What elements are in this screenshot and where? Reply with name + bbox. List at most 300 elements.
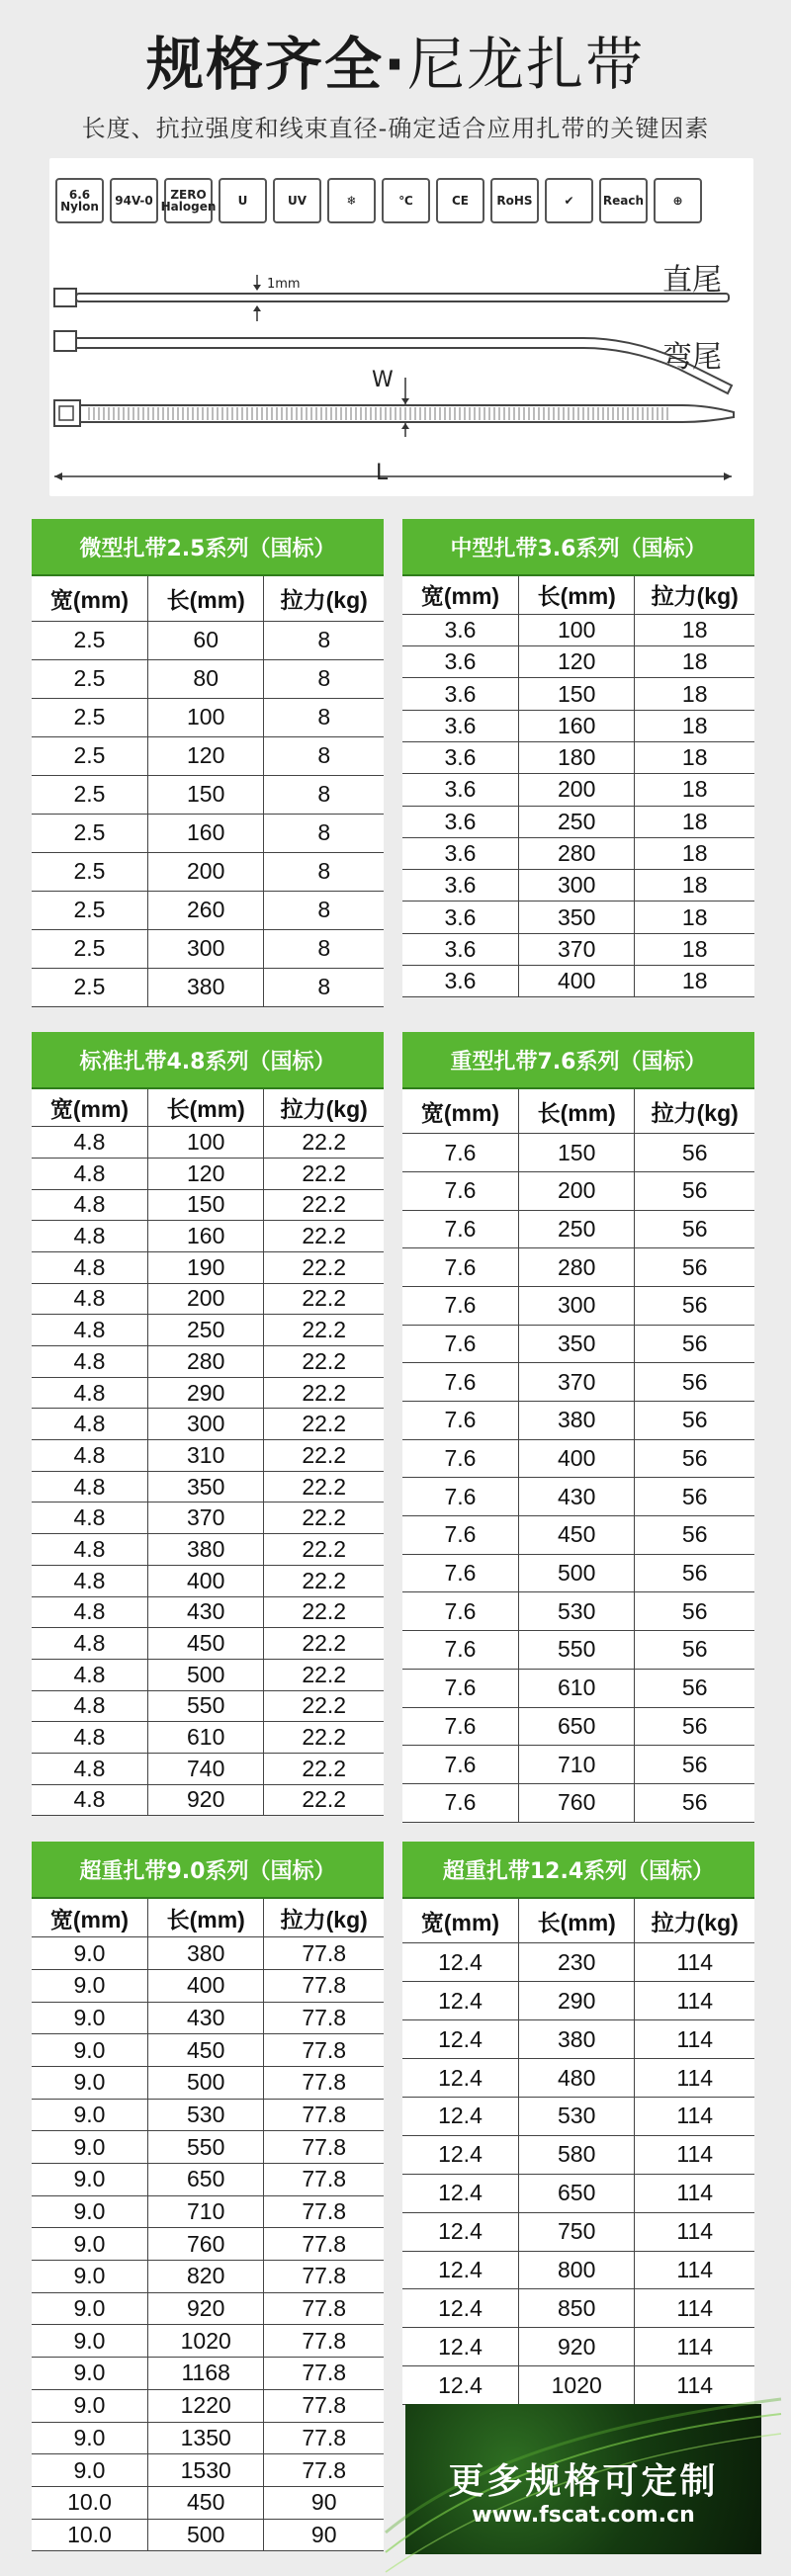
cell-width: 7.6: [402, 1325, 518, 1363]
cell-force: 18: [635, 774, 754, 806]
cell-width: 4.8: [32, 1690, 147, 1722]
cell-force: 22.2: [264, 1690, 384, 1722]
cell-force: 22.2: [264, 1503, 384, 1534]
cell-force: 56: [635, 1631, 754, 1670]
cell-force: 77.8: [264, 2325, 384, 2358]
cell-force: 114: [635, 2097, 754, 2135]
cell-width: 4.8: [32, 1503, 147, 1534]
cell-width: 4.8: [32, 1346, 147, 1378]
length-dimension: [54, 472, 732, 480]
table-row: [32, 1158, 384, 1189]
table-row: [32, 621, 384, 659]
cell-length: 820: [147, 2261, 263, 2293]
column-header-width: 宽(mm): [32, 1899, 147, 1937]
cell-force: 56: [635, 1592, 754, 1631]
table-row: [32, 1596, 384, 1628]
table-row: [32, 2164, 384, 2196]
cell-width: 4.8: [32, 1596, 147, 1628]
table-row: [402, 870, 754, 902]
table-row: [32, 2519, 384, 2551]
cell-force: 114: [635, 2174, 754, 2212]
column-header-length: 长(mm): [147, 1089, 263, 1127]
cell-width: 3.6: [402, 646, 518, 678]
spec-table: [32, 1899, 384, 2551]
cell-length: 760: [147, 2228, 263, 2261]
table-row: [32, 1969, 384, 2002]
cell-length: 160: [147, 814, 263, 852]
cell-width: 3.6: [402, 678, 518, 710]
table-row: [402, 646, 754, 678]
cell-length: 290: [147, 1377, 263, 1409]
cold-badge: ❄: [327, 178, 376, 223]
cell-force: 56: [635, 1439, 754, 1478]
table-row: [32, 2099, 384, 2131]
table-row: [402, 1363, 754, 1402]
cell-width: 9.0: [32, 2422, 147, 2454]
cell-width: 2.5: [32, 775, 147, 814]
cell-width: 2.5: [32, 852, 147, 891]
cell-force: 114: [635, 2135, 754, 2174]
table-row: [32, 2358, 384, 2390]
cell-width: 4.8: [32, 1534, 147, 1566]
cell-width: 7.6: [402, 1669, 518, 1707]
table-row: [402, 933, 754, 965]
cell-length: 1168: [147, 2358, 263, 2390]
table-header-row: [402, 1089, 754, 1134]
cell-force: 56: [635, 1171, 754, 1210]
table-row: [402, 1943, 754, 1982]
cell-length: 150: [147, 1189, 263, 1221]
table-row: [32, 929, 384, 968]
column-header-force: 拉力(kg): [264, 576, 384, 621]
table-title: 标准扎带4.8系列（国标）: [32, 1032, 384, 1089]
cell-length: 300: [518, 870, 634, 902]
cell-width: 7.6: [402, 1783, 518, 1822]
cell-force: 77.8: [264, 2164, 384, 2196]
table-standard-panel: [32, 1032, 384, 1816]
table-row: [32, 1565, 384, 1596]
cell-width: 4.8: [32, 1251, 147, 1283]
cell-width: 3.6: [402, 902, 518, 933]
header: [0, 0, 791, 158]
cell-force: 18: [635, 678, 754, 710]
column-header-length: 长(mm): [518, 576, 634, 614]
cell-force: 22.2: [264, 1596, 384, 1628]
cell-force: 22.2: [264, 1565, 384, 1596]
table-row: [402, 2212, 754, 2251]
cell-length: 100: [147, 1127, 263, 1159]
cell-width: 9.0: [32, 2164, 147, 2196]
table-row: [402, 2097, 754, 2135]
cell-width: 12.4: [402, 1982, 518, 2020]
cell-length: 400: [147, 1565, 263, 1596]
table-row: [32, 698, 384, 736]
globe-badge: ⊕: [654, 178, 702, 223]
cell-width: 9.0: [32, 2358, 147, 2390]
cell-length: 1220: [147, 2389, 263, 2422]
cell-length: 350: [518, 1325, 634, 1363]
cell-length: 350: [147, 1471, 263, 1503]
cell-width: 7.6: [402, 1707, 518, 1746]
cell-length: 160: [518, 710, 634, 741]
cell-length: 280: [518, 837, 634, 869]
table-title: 超重扎带12.4系列（国标）: [402, 1842, 754, 1899]
cell-width: 12.4: [402, 2059, 518, 2098]
table-row: [32, 1127, 384, 1159]
cell-force: 114: [635, 2251, 754, 2289]
cell-width: 9.0: [32, 2066, 147, 2099]
cell-length: 650: [518, 1707, 634, 1746]
cell-width: 9.0: [32, 2454, 147, 2487]
column-header-width: 宽(mm): [402, 1089, 518, 1134]
cell-width: 4.8: [32, 1722, 147, 1754]
table-row: [402, 2059, 754, 2098]
quality-badge: ✔: [545, 178, 593, 223]
cell-force: 77.8: [264, 2389, 384, 2422]
cell-length: 370: [147, 1503, 263, 1534]
table-row: [402, 741, 754, 773]
column-header-width: 宽(mm): [32, 576, 147, 621]
cable-tie-drawing: [49, 158, 753, 496]
cell-width: 9.0: [32, 2228, 147, 2261]
cell-length: 480: [518, 2059, 634, 2098]
cell-force: 56: [635, 1516, 754, 1555]
cell-length: 850: [518, 2289, 634, 2328]
cell-length: 550: [518, 1631, 634, 1670]
column-header-force: 拉力(kg): [635, 1899, 754, 1943]
table-row: [32, 852, 384, 891]
table-row: [32, 1937, 384, 1970]
cell-force: 114: [635, 1943, 754, 1982]
cell-length: 530: [518, 2097, 634, 2135]
table-row: [402, 678, 754, 710]
cell-width: 3.6: [402, 837, 518, 869]
cell-force: 56: [635, 1402, 754, 1440]
table-row: [402, 2328, 754, 2366]
bent-tail-label: 弯尾: [662, 340, 722, 375]
cell-width: 4.8: [32, 1377, 147, 1409]
table-row: [32, 659, 384, 698]
cell-length: 610: [518, 1669, 634, 1707]
table-row: [32, 775, 384, 814]
table-row: [402, 2135, 754, 2174]
cell-length: 430: [147, 1596, 263, 1628]
cell-length: 250: [518, 806, 634, 837]
cell-force: 18: [635, 966, 754, 997]
cell-width: 12.4: [402, 2289, 518, 2328]
cell-width: 7.6: [402, 1134, 518, 1172]
cell-force: 114: [635, 1982, 754, 2020]
table-row: [402, 1210, 754, 1248]
cell-width: 2.5: [32, 814, 147, 852]
cell-length: 1020: [147, 2325, 263, 2358]
spec-table: [402, 576, 754, 997]
column-header-length: 长(mm): [147, 1899, 263, 1937]
cell-length: 500: [147, 1659, 263, 1690]
cell-force: 18: [635, 837, 754, 869]
serrated-tie-shape: [54, 378, 734, 437]
cell-width: 4.8: [32, 1753, 147, 1784]
cell-length: 450: [147, 1628, 263, 1660]
cell-length: 750: [518, 2212, 634, 2251]
cell-force: 56: [635, 1325, 754, 1363]
cell-force: 56: [635, 1478, 754, 1516]
title-rest: 尼龙扎带: [407, 31, 646, 98]
straight-tail-label: 直尾: [662, 263, 722, 298]
cell-force: 114: [635, 2059, 754, 2098]
cell-force: 114: [635, 2289, 754, 2328]
cell-force: 22.2: [264, 1377, 384, 1409]
cell-length: 500: [147, 2519, 263, 2551]
table-row: [402, 837, 754, 869]
cell-force: 8: [264, 736, 384, 775]
cell-force: 56: [635, 1134, 754, 1172]
cell-length: 610: [147, 1722, 263, 1754]
column-header-width: 宽(mm): [402, 576, 518, 614]
table-row: [402, 1171, 754, 1210]
title-dot: ·: [383, 31, 408, 98]
cell-width: 4.8: [32, 1784, 147, 1816]
table-row: [402, 1248, 754, 1287]
cell-length: 400: [518, 966, 634, 997]
table-row: [402, 1325, 754, 1363]
table-row: [402, 1631, 754, 1670]
cell-length: 710: [518, 1746, 634, 1784]
uv-badge: UV: [273, 178, 321, 223]
nylon-badge: 6.6 Nylon: [55, 178, 104, 223]
cell-length: 280: [518, 1248, 634, 1287]
cell-width: 7.6: [402, 1554, 518, 1592]
cell-length: 1020: [518, 2366, 634, 2405]
cell-width: 3.6: [402, 774, 518, 806]
cell-width: 4.8: [32, 1283, 147, 1315]
cell-length: 710: [147, 2195, 263, 2228]
cell-force: 77.8: [264, 2195, 384, 2228]
cell-width: 2.5: [32, 891, 147, 929]
cell-width: 4.8: [32, 1315, 147, 1346]
cell-force: 22.2: [264, 1315, 384, 1346]
cell-length: 80: [147, 659, 263, 698]
table-row: [402, 1707, 754, 1746]
cell-width: 7.6: [402, 1171, 518, 1210]
cell-force: 18: [635, 741, 754, 773]
cell-force: 77.8: [264, 2358, 384, 2390]
cell-length: 500: [518, 1554, 634, 1592]
cell-force: 8: [264, 968, 384, 1006]
cell-width: 12.4: [402, 2174, 518, 2212]
cell-length: 1350: [147, 2422, 263, 2454]
cell-width: 3.6: [402, 614, 518, 645]
cell-width: 7.6: [402, 1516, 518, 1555]
cell-length: 920: [147, 2292, 263, 2325]
table-row: [32, 968, 384, 1006]
cell-force: 77.8: [264, 2002, 384, 2034]
banner-url[interactable]: www.fscat.com.cn: [472, 2503, 695, 2528]
table-row: [32, 1283, 384, 1315]
cell-length: 250: [518, 1210, 634, 1248]
cell-width: 7.6: [402, 1439, 518, 1478]
table-row: [32, 2422, 384, 2454]
cell-width: 4.8: [32, 1158, 147, 1189]
cell-width: 9.0: [32, 2389, 147, 2422]
cell-length: 150: [518, 1134, 634, 1172]
cell-length: 310: [147, 1440, 263, 1472]
table-row: [32, 1221, 384, 1252]
cell-width: 9.0: [32, 2002, 147, 2034]
cell-length: 650: [518, 2174, 634, 2212]
table-row: [32, 2228, 384, 2261]
column-header-width: 宽(mm): [32, 1089, 147, 1127]
cell-force: 8: [264, 621, 384, 659]
ce-badge: CE: [436, 178, 484, 223]
table-row: [32, 1753, 384, 1784]
cell-force: 22.2: [264, 1659, 384, 1690]
column-header-length: 长(mm): [147, 576, 263, 621]
banner-title: 更多规格可定制: [448, 2461, 719, 2502]
cell-width: 9.0: [32, 1937, 147, 1970]
table-micro-panel: [32, 519, 384, 1007]
column-header-force: 拉力(kg): [635, 1089, 754, 1134]
cell-width: 12.4: [402, 2135, 518, 2174]
table-row: [32, 1377, 384, 1409]
table-row: [402, 774, 754, 806]
cell-length: 450: [518, 1516, 634, 1555]
table-row: [32, 2195, 384, 2228]
cell-force: 77.8: [264, 2034, 384, 2067]
table-row: [402, 2174, 754, 2212]
cell-length: 120: [147, 736, 263, 775]
cell-length: 920: [518, 2328, 634, 2366]
cell-length: 500: [147, 2066, 263, 2099]
cell-force: 77.8: [264, 2261, 384, 2293]
table-row: [402, 2020, 754, 2059]
cell-length: 450: [147, 2486, 263, 2519]
cell-force: 56: [635, 1286, 754, 1325]
table-row: [402, 2251, 754, 2289]
table-row: [402, 710, 754, 741]
table-row: [402, 1286, 754, 1325]
cable-tie-diagram: [49, 158, 753, 496]
cell-length: 60: [147, 621, 263, 659]
table-row: [32, 1628, 384, 1660]
cell-force: 56: [635, 1783, 754, 1822]
cell-width: 12.4: [402, 2366, 518, 2405]
cell-force: 77.8: [264, 1969, 384, 2002]
column-header-length: 长(mm): [518, 1899, 634, 1943]
cell-width: 12.4: [402, 1943, 518, 1982]
table-row: [402, 2366, 754, 2405]
cell-length: 120: [518, 646, 634, 678]
table-row: [402, 2289, 754, 2328]
spec-table: [32, 576, 384, 1007]
table-row: [402, 1592, 754, 1631]
table-header-row: [402, 1899, 754, 1943]
table-row: [32, 736, 384, 775]
table-row: [32, 1189, 384, 1221]
cell-width: 10.0: [32, 2519, 147, 2551]
cell-width: 2.5: [32, 621, 147, 659]
cell-force: 77.8: [264, 2228, 384, 2261]
cell-force: 77.8: [264, 2099, 384, 2131]
table-row: [32, 2292, 384, 2325]
cell-force: 56: [635, 1746, 754, 1784]
cell-width: 10.0: [32, 2486, 147, 2519]
cell-length: 450: [147, 2034, 263, 2067]
table-row: [32, 1409, 384, 1440]
thickness-label: 1mm: [267, 277, 301, 292]
cell-width: 12.4: [402, 2212, 518, 2251]
cell-width: 9.0: [32, 2034, 147, 2067]
table-title: 中型扎带3.6系列（国标）: [402, 519, 754, 576]
table-row: [32, 1784, 384, 1816]
table-row: [32, 2034, 384, 2067]
cell-length: 230: [518, 1943, 634, 1982]
table-row: [32, 1722, 384, 1754]
cell-force: 77.8: [264, 2292, 384, 2325]
cell-force: 22.2: [264, 1346, 384, 1378]
cell-length: 800: [518, 2251, 634, 2289]
cell-force: 18: [635, 902, 754, 933]
cell-length: 290: [518, 1982, 634, 2020]
cell-force: 22.2: [264, 1440, 384, 1472]
zero-halogen-badge: ZERO Halogen: [164, 178, 213, 223]
table-row: [402, 1746, 754, 1784]
cell-force: 8: [264, 775, 384, 814]
cell-length: 380: [518, 2020, 634, 2059]
cell-force: 56: [635, 1363, 754, 1402]
table-row: [402, 1982, 754, 2020]
cell-force: 90: [264, 2519, 384, 2551]
table-title: 重型扎带7.6系列（国标）: [402, 1032, 754, 1089]
table-header-row: [32, 576, 384, 621]
cell-length: 400: [518, 1439, 634, 1478]
page-title: [0, 0, 791, 99]
cell-length: 200: [147, 1283, 263, 1315]
cell-length: 190: [147, 1251, 263, 1283]
cell-width: 3.6: [402, 806, 518, 837]
rohs-badge: RoHS: [490, 178, 539, 223]
cell-force: 22.2: [264, 1283, 384, 1315]
table-row: [402, 1439, 754, 1478]
cell-force: 18: [635, 614, 754, 645]
table-xheavy12-panel: [402, 1842, 754, 2405]
cell-force: 18: [635, 710, 754, 741]
cell-length: 100: [518, 614, 634, 645]
cell-width: 9.0: [32, 2325, 147, 2358]
cell-width: 2.5: [32, 736, 147, 775]
cell-force: 22.2: [264, 1784, 384, 1816]
cell-length: 380: [147, 1937, 263, 1970]
magnet-badge: U: [219, 178, 267, 223]
cell-length: 380: [518, 1402, 634, 1440]
cell-force: 90: [264, 2486, 384, 2519]
cell-length: 380: [147, 1534, 263, 1566]
cell-length: 550: [147, 1690, 263, 1722]
cell-force: 77.8: [264, 1937, 384, 1970]
cell-force: 114: [635, 2328, 754, 2366]
cell-width: 4.8: [32, 1628, 147, 1660]
cell-force: 22.2: [264, 1471, 384, 1503]
column-header-force: 拉力(kg): [635, 576, 754, 614]
cell-width: 2.5: [32, 929, 147, 968]
table-title: 微型扎带2.5系列（国标）: [32, 519, 384, 576]
cell-length: 280: [147, 1346, 263, 1378]
customization-banner: [405, 2404, 761, 2554]
cell-length: 100: [147, 698, 263, 736]
cell-width: 4.8: [32, 1221, 147, 1252]
cell-width: 7.6: [402, 1478, 518, 1516]
spec-table: [402, 1089, 754, 1823]
